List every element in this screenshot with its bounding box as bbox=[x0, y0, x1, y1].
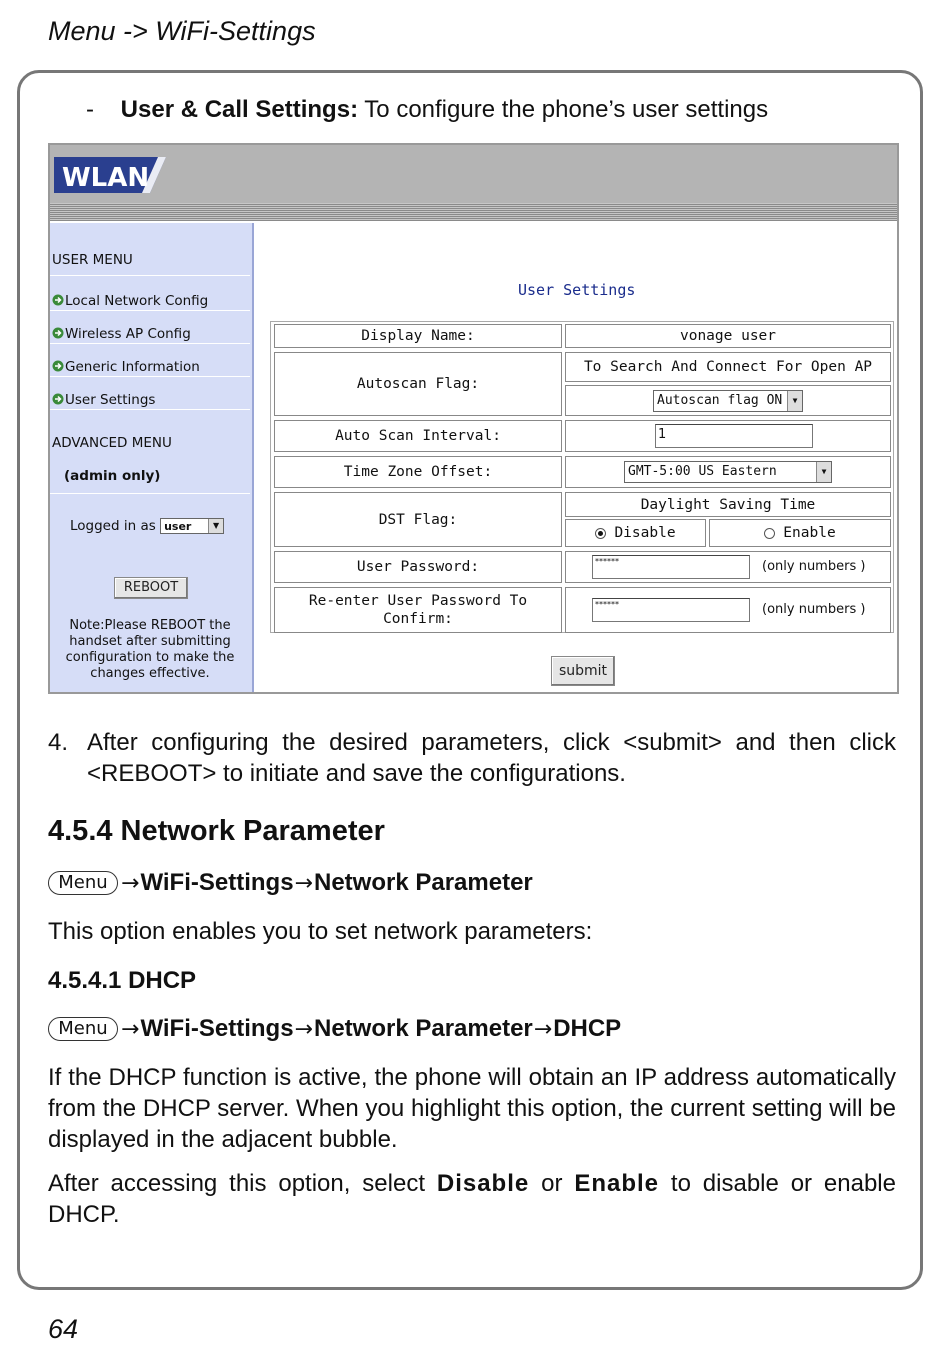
para2-text: or bbox=[529, 1170, 575, 1197]
para2-disable: Disable bbox=[436, 1170, 530, 1197]
timezone-select-value: GMT-5:00 US Eastern bbox=[628, 464, 777, 479]
logged-in-row bbox=[70, 518, 224, 534]
dst-disable-label: Disable bbox=[614, 525, 676, 541]
arrow-right-icon: → bbox=[121, 870, 140, 896]
interval-cell bbox=[565, 420, 891, 452]
password-cell bbox=[565, 551, 891, 583]
menu-key-icon: Menu bbox=[48, 871, 118, 895]
arrow-circle-icon bbox=[52, 294, 64, 306]
para2-text: to disable or enable DHCP. bbox=[48, 1170, 896, 1228]
dst-disable-option[interactable] bbox=[565, 519, 706, 547]
radio-unselected-icon[interactable] bbox=[764, 528, 775, 539]
menu-key-icon: Menu bbox=[48, 1017, 118, 1041]
step-number: 4. bbox=[48, 729, 69, 756]
sidebar-item-label: User Settings bbox=[65, 392, 156, 408]
settings-panel bbox=[254, 223, 897, 692]
arrow-right-icon: → bbox=[533, 1016, 553, 1042]
advanced-menu-heading: ADVANCED MENU bbox=[52, 435, 172, 451]
autoscan-desc: To Search And Connect For Open AP bbox=[565, 352, 891, 382]
dst-desc: Daylight Saving Time bbox=[565, 492, 891, 517]
path-item: Network Parameter bbox=[313, 869, 533, 896]
reboot-button[interactable]: REBOOT bbox=[114, 577, 188, 599]
arrow-circle-icon bbox=[52, 360, 64, 372]
note-line: Note:Please REBOOT the bbox=[69, 618, 231, 633]
reboot-note bbox=[50, 618, 250, 682]
path-item: WiFi-Settings bbox=[140, 1015, 294, 1042]
arrow-right-icon: → bbox=[121, 1016, 140, 1042]
logo-text: WLAN bbox=[62, 163, 150, 193]
page-number: 64 bbox=[48, 1314, 79, 1344]
sidebar-item-label: Wireless AP Config bbox=[65, 326, 191, 342]
note-line: changes effective. bbox=[90, 666, 210, 681]
tz-label: Time Zone Offset: bbox=[274, 456, 562, 488]
note-line: handset after submitting bbox=[69, 634, 231, 649]
sidebar-item-user-settings[interactable] bbox=[52, 392, 155, 408]
user-menu-heading: USER MENU bbox=[52, 252, 133, 268]
wlan-banner bbox=[50, 145, 897, 221]
dst-enable-option[interactable] bbox=[709, 519, 891, 547]
user-select-value: user bbox=[164, 520, 192, 533]
password-input[interactable]: ****** bbox=[592, 555, 750, 579]
confirm-password-cell bbox=[565, 587, 891, 633]
user-select[interactable] bbox=[160, 518, 224, 534]
logged-in-label: Logged in as bbox=[70, 518, 156, 534]
settings-title: User Settings bbox=[518, 281, 636, 299]
autoscan-select-value: Autoscan flag ON bbox=[657, 392, 783, 408]
path-item: Network Parameter bbox=[313, 1015, 533, 1042]
banner-stripes bbox=[50, 203, 897, 221]
running-header: Menu -> WiFi-Settings bbox=[48, 16, 316, 46]
password-label: User Password: bbox=[274, 551, 562, 583]
interval-input[interactable]: 1 bbox=[655, 424, 813, 448]
path-item: WiFi-Settings bbox=[140, 869, 294, 896]
sidebar-item-wireless-ap[interactable] bbox=[52, 326, 191, 342]
dhcp-paragraph-2 bbox=[48, 1168, 896, 1230]
section-intro: This option enables you to set network parameters: bbox=[48, 918, 593, 945]
autoscan-cell bbox=[565, 385, 891, 416]
para2-enable: Enable bbox=[574, 1170, 660, 1197]
arrow-right-icon: → bbox=[294, 870, 313, 896]
wlan-logo bbox=[54, 149, 204, 201]
chevron-down-icon: ▼ bbox=[208, 519, 223, 533]
confirm-password-input[interactable]: ****** bbox=[592, 598, 750, 622]
interval-label: Auto Scan Interval: bbox=[274, 420, 562, 452]
bullet-dash: - bbox=[86, 96, 94, 123]
para2-text: After accessing this option, select bbox=[48, 1170, 437, 1197]
arrow-circle-icon bbox=[52, 393, 64, 405]
autoscan-label: Autoscan Flag: bbox=[274, 352, 562, 416]
sidebar-item-local-network[interactable] bbox=[52, 293, 208, 309]
arrow-circle-icon bbox=[52, 327, 64, 339]
bullet-text: To configure the phone’s user settings bbox=[358, 96, 769, 123]
confirm-password-label: Re-enter User Password To Confirm: bbox=[274, 587, 562, 633]
display-name-label: Display Name: bbox=[274, 324, 562, 348]
chevron-down-icon: ▼ bbox=[787, 391, 802, 411]
dhcp-paragraph-1: If the DHCP function is active, the phone will obtain an IP address automatically from the DHCP server. When you highlight this option, the current setting will be displayed in the adjacent bubble. bbox=[48, 1064, 896, 1153]
dst-enable-label: Enable bbox=[783, 525, 836, 541]
sidebar bbox=[50, 223, 254, 692]
confirm-password-hint: (only numbers ) bbox=[762, 602, 866, 617]
sidebar-item-label: Generic Information bbox=[65, 359, 200, 375]
display-name-value: vonage user bbox=[565, 324, 891, 348]
user-call-settings-bullet bbox=[86, 96, 768, 124]
arrow-right-icon: → bbox=[294, 1016, 313, 1042]
sidebar-item-generic-info[interactable] bbox=[52, 359, 200, 375]
note-line: configuration to make the bbox=[65, 650, 235, 665]
radio-selected-icon[interactable] bbox=[595, 528, 606, 539]
menu-path-dhcp bbox=[48, 1015, 621, 1043]
step-text: After configuring the desired parameters, click <submit> and then click <REBOOT> to initiate and save the configurations. bbox=[87, 729, 896, 787]
user-settings-screenshot bbox=[48, 143, 899, 694]
tz-cell bbox=[565, 456, 891, 488]
password-hint: (only numbers ) bbox=[762, 559, 866, 574]
timezone-select[interactable] bbox=[624, 461, 832, 483]
chevron-down-icon: ▼ bbox=[816, 462, 831, 482]
step-4 bbox=[48, 727, 896, 789]
menu-path-network bbox=[48, 869, 533, 897]
subsection-heading: 4.5.4.1 DHCP bbox=[48, 967, 197, 994]
admin-only-label: (admin only) bbox=[64, 468, 161, 484]
section-heading: 4.5.4 Network Parameter bbox=[48, 815, 385, 847]
autoscan-select[interactable] bbox=[653, 390, 803, 412]
path-item: DHCP bbox=[553, 1015, 622, 1042]
sidebar-item-label: Local Network Config bbox=[65, 293, 209, 309]
submit-button[interactable]: submit bbox=[551, 656, 615, 686]
dst-label: DST Flag: bbox=[274, 492, 562, 547]
bullet-label: User & Call Settings: bbox=[120, 96, 359, 123]
